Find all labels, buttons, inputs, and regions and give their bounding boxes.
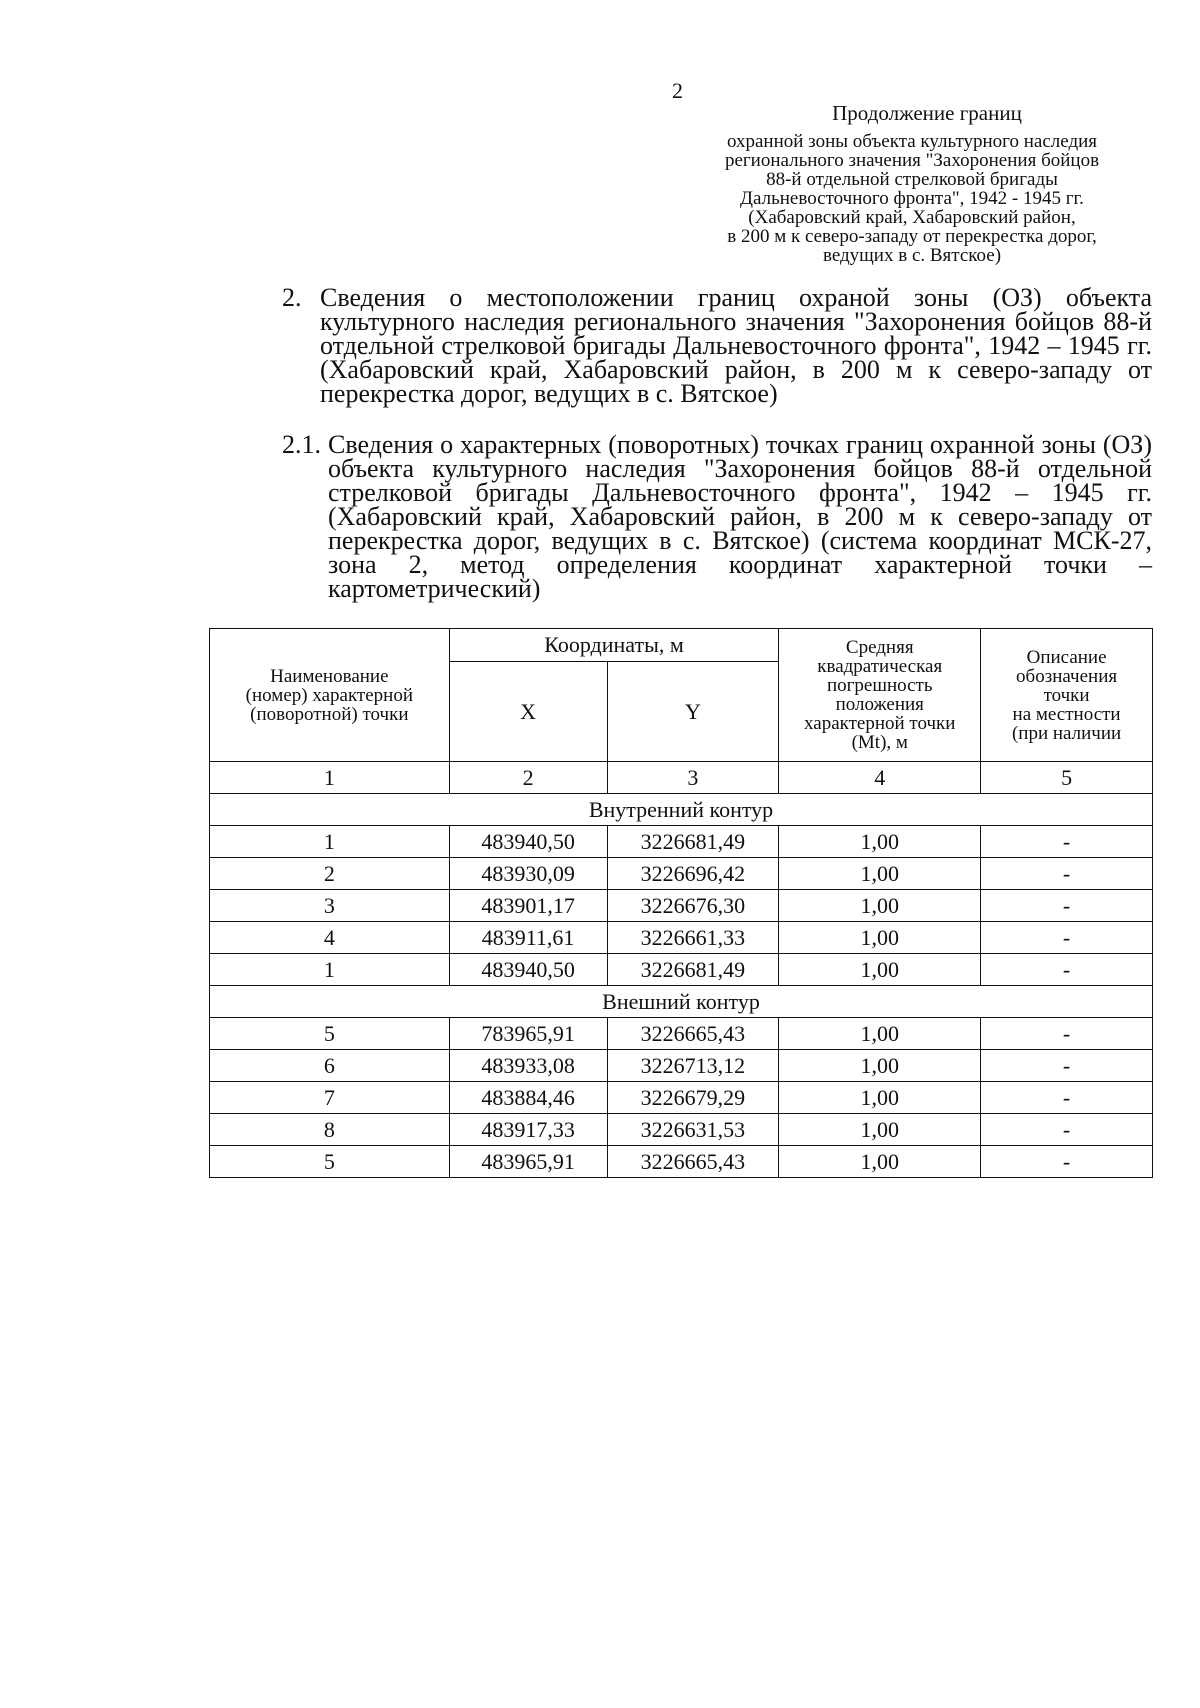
header-line: 88-й отдельной стрелковой бригады bbox=[766, 169, 1058, 190]
table-header-row bbox=[210, 629, 1153, 662]
table-cell: 1,00 bbox=[779, 922, 981, 954]
table-cell: 483933,08 bbox=[449, 1050, 607, 1082]
table-cell: 483911,61 bbox=[449, 922, 607, 954]
table-cell: 1 bbox=[210, 826, 450, 858]
table-cell: 483940,50 bbox=[449, 826, 607, 858]
column-number: 1 bbox=[210, 762, 450, 794]
table-cell: 483901,17 bbox=[449, 890, 607, 922]
table-cell: - bbox=[981, 1050, 1153, 1082]
table-cell: - bbox=[981, 1146, 1153, 1178]
coordinates-table bbox=[209, 628, 1153, 1178]
header-line: в 200 м к северо-западу от перекрестка дорог, bbox=[727, 226, 1097, 247]
table-row bbox=[210, 1082, 1153, 1114]
table-cell: 3226665,43 bbox=[607, 1146, 779, 1178]
table-cell: 1 bbox=[210, 954, 450, 986]
section-text: Сведения о характерных (поворотных) точках границ охранной зоны (ОЗ) объекта культурного наследия "Захоронения бойцов 88-й отдельной стрелковой бригады Дальневосточного фронта", 1942 – 1945 гг. (Хабаровский край, Хабаровский район, в 200 м к северо-западу от перекрестка дорог, ведущих в с. Вятское) (система координат МСК-27, зона 2, метод определения координат характерной точки – картометрический) bbox=[328, 430, 1152, 603]
table-cell: - bbox=[981, 922, 1153, 954]
outer-contour-title: Внешний контур bbox=[210, 986, 1153, 1018]
table-cell: 1,00 bbox=[779, 954, 981, 986]
table-cell: 483930,09 bbox=[449, 858, 607, 890]
header-line: характерной точки bbox=[804, 713, 956, 734]
header-line: точки bbox=[1043, 684, 1090, 706]
header-y: Y bbox=[607, 662, 779, 762]
header-line: обозначения bbox=[1016, 665, 1118, 687]
table-cell: 1,00 bbox=[779, 1082, 981, 1114]
header-line: квадратическая bbox=[817, 656, 943, 677]
table-cell: 7 bbox=[210, 1082, 450, 1114]
table-cell: 5 bbox=[210, 1146, 450, 1178]
column-number: 5 bbox=[981, 762, 1153, 794]
table-cell: 783965,91 bbox=[449, 1018, 607, 1050]
header-line: Средняя bbox=[845, 637, 914, 658]
table-cell: 3226679,29 bbox=[607, 1082, 779, 1114]
header-line: Наименование bbox=[270, 665, 389, 687]
table-cell: 4 bbox=[210, 922, 450, 954]
table-cell: 3226681,49 bbox=[607, 954, 779, 986]
header-x: X bbox=[449, 662, 607, 762]
header-description bbox=[981, 629, 1153, 762]
table-cell: - bbox=[981, 954, 1153, 986]
table-cell: 1,00 bbox=[779, 1114, 981, 1146]
table-row bbox=[210, 1018, 1153, 1050]
table-cell: 2 bbox=[210, 858, 450, 890]
header-coordinates: Координаты, м bbox=[449, 629, 779, 662]
table-cell: 8 bbox=[210, 1114, 450, 1146]
header-lines bbox=[662, 132, 1162, 265]
table-cell: 483965,91 bbox=[449, 1146, 607, 1178]
table-cell: 1,00 bbox=[779, 1146, 981, 1178]
table-cell: 3 bbox=[210, 890, 450, 922]
table-row bbox=[210, 954, 1153, 986]
header-line: положения bbox=[835, 694, 924, 715]
table-cell: 1,00 bbox=[779, 1050, 981, 1082]
header-line: Дальневосточного фронта", 1942 - 1945 гг. bbox=[740, 188, 1084, 209]
table-cell: 483917,33 bbox=[449, 1114, 607, 1146]
table-cell: 3226661,33 bbox=[607, 922, 779, 954]
table-cell: 3226696,42 bbox=[607, 858, 779, 890]
contour-title-row bbox=[210, 986, 1153, 1018]
header-line: Описание bbox=[1026, 646, 1107, 668]
table-cell: 3226681,49 bbox=[607, 826, 779, 858]
inner-contour-title: Внутренний контур bbox=[210, 794, 1153, 826]
column-numbers-row bbox=[210, 762, 1153, 794]
table-cell: - bbox=[981, 826, 1153, 858]
table-row bbox=[210, 922, 1153, 954]
column-number: 2 bbox=[449, 762, 607, 794]
header-line: (поворотной) точки bbox=[250, 703, 409, 725]
table-row bbox=[210, 890, 1153, 922]
table-cell: - bbox=[981, 1082, 1153, 1114]
document-header bbox=[662, 100, 1162, 265]
table-cell: 483940,50 bbox=[449, 954, 607, 986]
table-row bbox=[210, 1050, 1153, 1082]
table-cell: 1,00 bbox=[779, 858, 981, 890]
header-line: (Mt), м bbox=[851, 732, 908, 753]
section-number: 2.1. bbox=[282, 430, 321, 459]
table-cell: - bbox=[981, 890, 1153, 922]
section-text: Сведения о местоположении границ охраной зоны (ОЗ) объекта культурного наследия регионального значения "Захоронения бойцов 88-й отдельной стрелковой бригады Дальневосточного фронта", 1942 – 1945 гг. (Хабаровский край, Хабаровский район, в 200 м к северо-западу от перекрестка дорог, ведущих в с. Вятское) bbox=[320, 283, 1152, 408]
table-row bbox=[210, 858, 1153, 890]
table-cell: 3226631,53 bbox=[607, 1114, 779, 1146]
table-cell: - bbox=[981, 1018, 1153, 1050]
header-line: регионального значения "Захоронения бойцов bbox=[724, 150, 1100, 171]
table-cell: 6 bbox=[210, 1050, 450, 1082]
header-point-name bbox=[210, 629, 450, 762]
continuation-title: Продолжение границ bbox=[832, 101, 1022, 125]
table-row bbox=[210, 1146, 1153, 1178]
page-number: 2 bbox=[672, 78, 683, 103]
header-line: (номер) характерной bbox=[245, 684, 414, 706]
column-number: 4 bbox=[779, 762, 981, 794]
table-cell: 1,00 bbox=[779, 826, 981, 858]
table-row bbox=[210, 826, 1153, 858]
section-number: 2. bbox=[282, 283, 302, 312]
table-cell: 1,00 bbox=[779, 1018, 981, 1050]
table-row bbox=[210, 1114, 1153, 1146]
table-cell: 3226713,12 bbox=[607, 1050, 779, 1082]
header-line: (при наличии bbox=[1011, 722, 1122, 744]
table-cell: - bbox=[981, 858, 1153, 890]
table-cell: 3226676,30 bbox=[607, 890, 779, 922]
table-cell: 1,00 bbox=[779, 890, 981, 922]
contour-title-row bbox=[210, 794, 1153, 826]
table-cell: 483884,46 bbox=[449, 1082, 607, 1114]
header-line: (Хабаровский край, Хабаровский район, bbox=[748, 207, 1076, 228]
header-line: на местности bbox=[1012, 703, 1121, 725]
table-cell: 5 bbox=[210, 1018, 450, 1050]
header-error bbox=[779, 629, 981, 762]
section-2-1 bbox=[282, 430, 1152, 603]
table-cell: - bbox=[981, 1114, 1153, 1146]
column-number: 3 bbox=[607, 762, 779, 794]
header-line: погрешность bbox=[826, 675, 933, 696]
section-2 bbox=[282, 283, 1152, 408]
table-cell: 3226665,43 bbox=[607, 1018, 779, 1050]
header-line: охранной зоны объекта культурного наследия bbox=[726, 131, 1098, 152]
header-line: ведущих в с. Вятское) bbox=[822, 245, 1002, 266]
